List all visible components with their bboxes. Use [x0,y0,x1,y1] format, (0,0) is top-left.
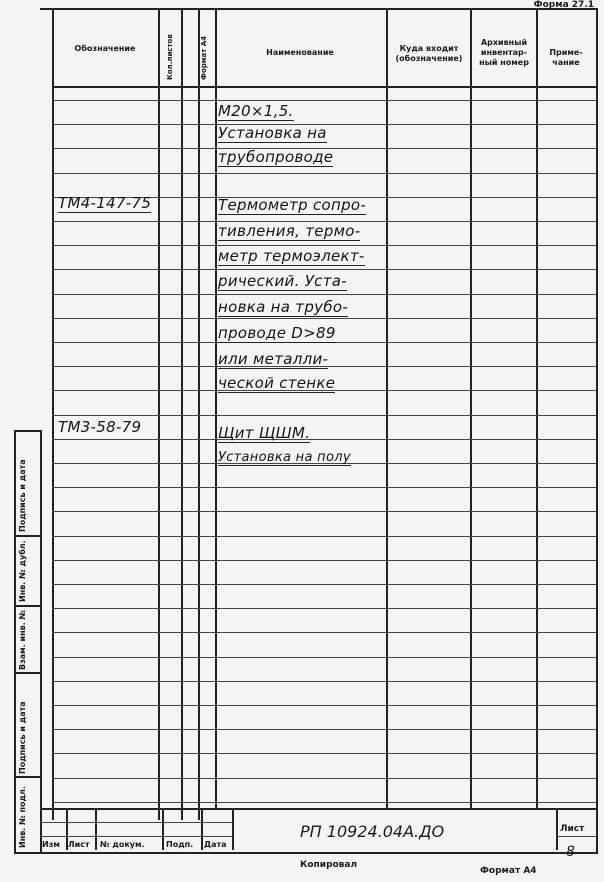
col-line-left [52,8,54,820]
tb-col [162,808,164,850]
row-rule [52,439,596,440]
margin-divider [14,776,40,778]
entry-name-line: метр термоэлект- [218,247,365,265]
sheet-number: 8 [566,844,575,860]
entry-name-line: или металли- [218,350,329,368]
row-rule [52,778,596,779]
header-designation: Обозначение [74,44,136,53]
tb-col-list: Лист [68,840,90,849]
header-archive: Архивный инвентар- ный номер [479,38,529,67]
margin-divider [14,672,40,674]
entry-name-line: M20×1,5. [218,102,294,120]
entry-designation: ТМ4-147-75 [58,194,152,212]
row-rule [52,173,596,174]
col-line-where [386,8,388,808]
entry-name-line: ческой стенке [218,374,336,392]
row-rule [52,753,596,754]
col-line-archive [470,8,472,808]
row-rule [52,608,596,609]
side-vzam-inv: Взам. инв. № [18,609,27,670]
side-sign-date-bottom: Подпись и дата [18,701,27,774]
tb-col-podp: Подп. [166,840,194,849]
entry-name-line: Установка на полу [218,450,351,465]
row-rule [52,560,596,561]
row-rule [52,100,596,101]
row-rule [52,705,596,706]
tb-col [232,808,234,850]
row-rule [52,487,596,488]
sheet-label: Лист [560,824,585,834]
title-block-row [40,836,232,837]
entry-name-line: Установка на [218,124,327,142]
entry-name-line: Щит ЩШМ. [218,424,311,442]
entry-name-line: новка на трубо- [218,298,349,316]
col-line-name [215,8,217,808]
row-rule [52,657,596,658]
row-rule [52,294,596,295]
tb-col-doc: № докум. [100,840,145,849]
col-line-note [536,8,538,808]
form-label: Форма 27.1 [533,0,594,10]
side-sign-date-top: Подпись и дата [18,459,27,532]
footer-copied: Копировал [300,860,358,870]
entry-name-line: трубопроводе [218,148,334,166]
header-format: Формат А4 [200,36,208,80]
col-line-qty [181,8,183,820]
entry-designation: ТМ3-58-79 [58,418,142,436]
row-rule [52,632,596,633]
tb-col [95,808,97,850]
tb-col-date: Дата [204,840,227,849]
side-inv-podl: Инв. № подл. [18,786,27,848]
margin-divider [14,535,40,537]
row-rule [52,584,596,585]
row-rule [52,536,596,537]
entry-name-line: рический. Уста- [218,272,347,290]
side-inv-dubl: Инв. № дубл. [18,540,27,602]
sheet-box-divider [556,836,596,837]
footer-format: Формат А4 [480,866,537,876]
margin-divider [14,605,40,607]
row-rule [52,318,596,319]
entry-name-line: Термометр сопро- [218,196,367,214]
col-line-fmt [198,8,200,820]
row-rule [52,802,596,803]
header-where-used: Куда входит (обозначение) [395,44,463,63]
document-code: РП 10924.04А.ДО [300,822,445,841]
tb-col-izm: Изм [42,840,60,849]
row-rule [52,729,596,730]
col-line-desig [158,8,160,820]
title-block-top [40,808,596,810]
header-note: Приме- чание [549,48,583,67]
entry-name-line: проводе D>89 [218,324,336,342]
header-qty-sheets: Кол.листов [166,34,174,80]
header-name: Наименование [266,48,334,57]
header-bottom-line [52,86,596,88]
row-rule [52,511,596,512]
tb-col [201,808,203,850]
row-rule [52,681,596,682]
row-rule [52,269,596,270]
row-rule [52,245,596,246]
row-rule [52,415,596,416]
tb-col [556,808,558,850]
entry-name-line: тивления, термо- [218,222,361,240]
title-block-row [40,822,232,823]
